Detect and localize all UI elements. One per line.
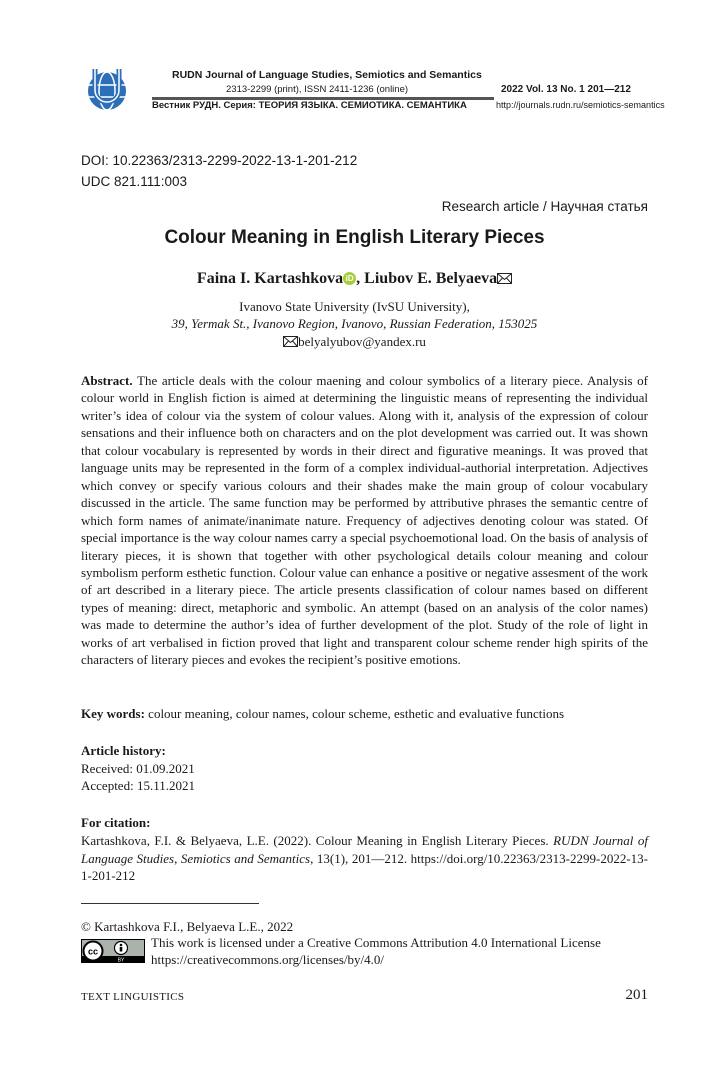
envelope-icon (283, 336, 298, 347)
udc: UDC 821.111:003 (81, 174, 188, 189)
affiliation-email-line (0, 334, 709, 350)
history-received: Received: 01.09.2021 (81, 760, 195, 776)
author-1: Faina I. Kartashkova (196, 270, 344, 287)
journal-issn: 2313-2299 (print), ISSN 2411-1236 (online) (226, 84, 409, 95)
citation-sep: , (174, 850, 181, 866)
abstract-label: Abstract. (81, 373, 133, 388)
section-name: TEXT LINGUISTICS (81, 991, 185, 1003)
copyright: © Kartashkova F.I., Belyaeva L.E., 2022 (81, 919, 294, 934)
abstract (81, 372, 648, 669)
citation-post: , 13(1), 201—212. https://doi.org/10.22363/2313-2299-2022-13-1-201-212 (81, 850, 648, 883)
citation-pre: Kartashkova, F.I. & Belyaeva, L.E. (2022). Colour Meaning in English Literary Pieces. (81, 833, 554, 848)
by-text: BY (117, 957, 125, 963)
article-title: Colour Meaning in English Literary Pieces (164, 227, 545, 248)
citation-text (81, 832, 648, 885)
author-separator: , (356, 270, 365, 287)
keywords-text: colour meaning, colour names, colour scheme, esthetic and evaluative functions (144, 706, 565, 721)
affiliation-address: 39, Yermak St., Ivanovo Region, Ivanovo, Russian Federation, 153025 (171, 316, 538, 331)
abstract-text: The article deals with the colour maening and colour symbolics of a literary piece. Analysis of colour world in English fiction is aimed at determining the linguistic means of representing the individual writer’s idea of colour via the system of colour values. Along with it, analysis of the expression of colour sensations and their influence both on characters and on the plot development was carried out. It was shown that colour vocabulary is represented by words in their direct and figurative meanings. It was proved that language units may be represented in the form of a complex individual-authorial interpretation. Adjectives which convey or specify various colours and their shades make the main group of colour vocabulary discussed in the article. The same function may be performed by attributive phrases the semantic centre of which form names of animate/inanimate nature. Frequency of adjectives denoting colour was stated. Of special importance is the way colour names carry a special psychoemotional load. On the basis of analysis of literary pieces, it is shown that together with other psychological details colour meaning and colour symbolism perform esthetic function. Colour value can enhance a positive or negative assesment of the work of art described in a literary piece. The article presents classification of colour names based on different types of meaning: direct, metaphoric and symbolic. An attempt (based on an analysis of the color names) was made to determine the author’s idea of further development of the plot. Study of the role of light in works of art verbalised in fiction proved that light and transparent colour scheme render high spirits of the characters of literary pieces and evokes the recipient’s positive emotions. (81, 373, 648, 668)
history-label: Article history: (81, 743, 166, 758)
citation-journal-2: Semiotics and Semantics (180, 850, 311, 866)
license-line-1: This work is licensed under a Creative Commons Attribution 4.0 International License (151, 935, 601, 950)
author-email[interactable]: belyalyubov@yandex.ru (298, 334, 426, 349)
journal-issue: 2022 Vol. 13 No. 1 201—212 (501, 84, 631, 95)
doi[interactable]: DOI: 10.22363/2313-2299-2022-13-1-201-212 (81, 153, 358, 168)
author-2: Liubov E. Belyaeva (364, 270, 498, 287)
keywords-label: Key words: (81, 706, 145, 721)
citation-journal: RUDN Journal of Language Studies (81, 833, 648, 866)
article-history (81, 742, 195, 795)
orcid-icon[interactable]: iD (343, 272, 356, 285)
footnote-rule (81, 903, 259, 904)
cc-text: cc (87, 946, 99, 957)
cc-by-badge-icon[interactable] (81, 939, 145, 963)
article-type: Research article / Научная статья (441, 199, 648, 214)
journal-name: RUDN Journal of Language Studies, Semiotics and Semantics (172, 69, 482, 81)
journal-url[interactable]: http://journals.rudn.ru/semiotics-semantics (496, 100, 665, 110)
history-accepted: Accepted: 15.11.2021 (81, 778, 195, 793)
citation-label: For citation: (81, 815, 151, 830)
envelope-icon (497, 273, 512, 284)
rudn-globe-logo-icon (81, 66, 133, 112)
license-url[interactable]: https://creativecommons.org/licenses/by/4.0/ (151, 952, 384, 967)
affiliation-org: Ivanovo State University (IvSU University), (239, 299, 470, 314)
page-number: 201 (625, 987, 648, 1003)
journal-name-ru: Вестник РУДН. Серия: ТЕОРИЯ ЯЗЫКА. СЕМИОТИКА. СЕМАНТИКА (152, 100, 467, 111)
keywords (81, 706, 648, 722)
authors (0, 270, 709, 288)
